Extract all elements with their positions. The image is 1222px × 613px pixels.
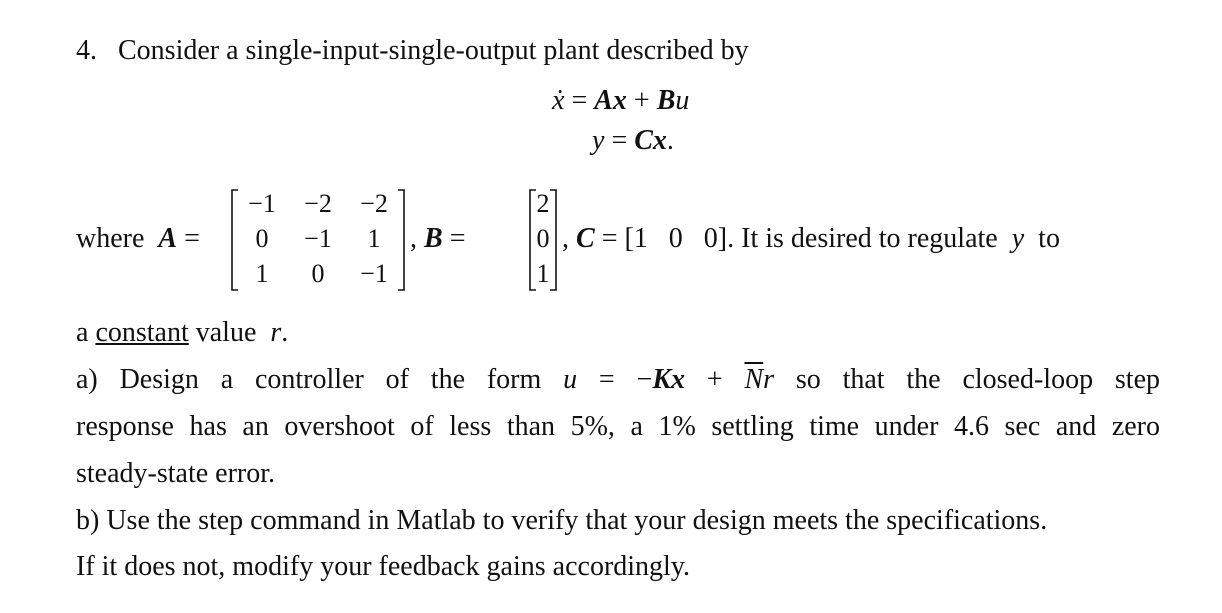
where-word: where	[76, 223, 145, 254]
constant-line	[76, 316, 288, 350]
plus-sign: +	[626, 85, 657, 116]
A-label: A	[158, 223, 178, 254]
B-equals: =	[449, 223, 466, 254]
B-3: 1	[536, 259, 550, 288]
var-x: x	[612, 85, 627, 116]
regulate-text: . It is desired to regulate	[727, 223, 998, 254]
C-equals: =	[601, 223, 618, 254]
eq-sign: =	[604, 125, 635, 156]
A-22: −1	[304, 224, 332, 253]
problem-intro: Consider a single-input-single-output plant described by	[118, 35, 749, 66]
r-var: r	[763, 364, 775, 395]
part-a-line2: response has an overshoot of less than 5%, a 1% settling time under 4.6 sec and zero	[76, 411, 1160, 442]
A-12: −2	[304, 189, 332, 218]
A-11: −1	[248, 189, 276, 218]
C-row: [1 0 0]	[624, 223, 728, 254]
matrix-B	[526, 186, 560, 296]
A-equals: =	[184, 223, 200, 254]
part-a-tail: so that the closed-loop step	[795, 364, 1160, 395]
part-a-line1	[76, 363, 1160, 397]
to-word: to	[1038, 223, 1060, 254]
K-var: K	[652, 364, 671, 395]
y-var: y	[1011, 223, 1025, 254]
A-33: −1	[360, 259, 388, 288]
var-C: C	[634, 125, 653, 156]
a-word: a	[76, 317, 89, 348]
where-A	[76, 222, 200, 256]
problem-heading	[76, 34, 749, 68]
period: .	[281, 317, 289, 348]
var-x: x	[652, 125, 667, 156]
output-equation	[592, 124, 674, 158]
A-13: −2	[360, 189, 388, 218]
var-B: B	[656, 85, 676, 116]
plus-sign: +	[685, 364, 745, 395]
x-dot: ẋ	[552, 85, 565, 116]
part-a-line3: steady-state error.	[76, 458, 276, 489]
constant-word: constant	[95, 317, 189, 348]
N-bar-var: $\overline{N}$	[744, 364, 764, 395]
B-1: 2	[536, 189, 550, 218]
problem-number: 4.	[76, 35, 97, 66]
C-line: , C = [1 0 0]. It is desired to regulate y to	[562, 223, 1060, 254]
eq-sign: =	[564, 85, 595, 116]
part-b-line2: If it does not, modify your feedback gains accordingly.	[76, 551, 691, 582]
B-label: B	[424, 223, 443, 254]
var-A: A	[594, 85, 613, 116]
part-b-line1: b) Use the step command in Matlab to verify that your design meets the specifications.	[76, 505, 1048, 536]
period: .	[666, 125, 674, 156]
matrix-A	[228, 186, 408, 296]
value-word: value	[188, 317, 257, 348]
var-u: u	[675, 85, 690, 116]
r-var: r	[270, 317, 282, 348]
C-label: C	[576, 223, 595, 254]
A-21: 0	[255, 224, 269, 253]
u-var: u	[563, 364, 578, 395]
x-var: x	[671, 364, 685, 395]
eq-minus: = −	[577, 364, 653, 395]
B-label-group: , B =	[410, 223, 466, 254]
state-equation	[552, 84, 689, 118]
A-31: 1	[255, 259, 269, 288]
part-a-intro: a) Design a controller of the form	[76, 364, 542, 395]
var-y: y	[592, 125, 605, 156]
A-32: 0	[311, 259, 325, 288]
A-23: 1	[367, 224, 381, 253]
B-2: 0	[536, 224, 550, 253]
